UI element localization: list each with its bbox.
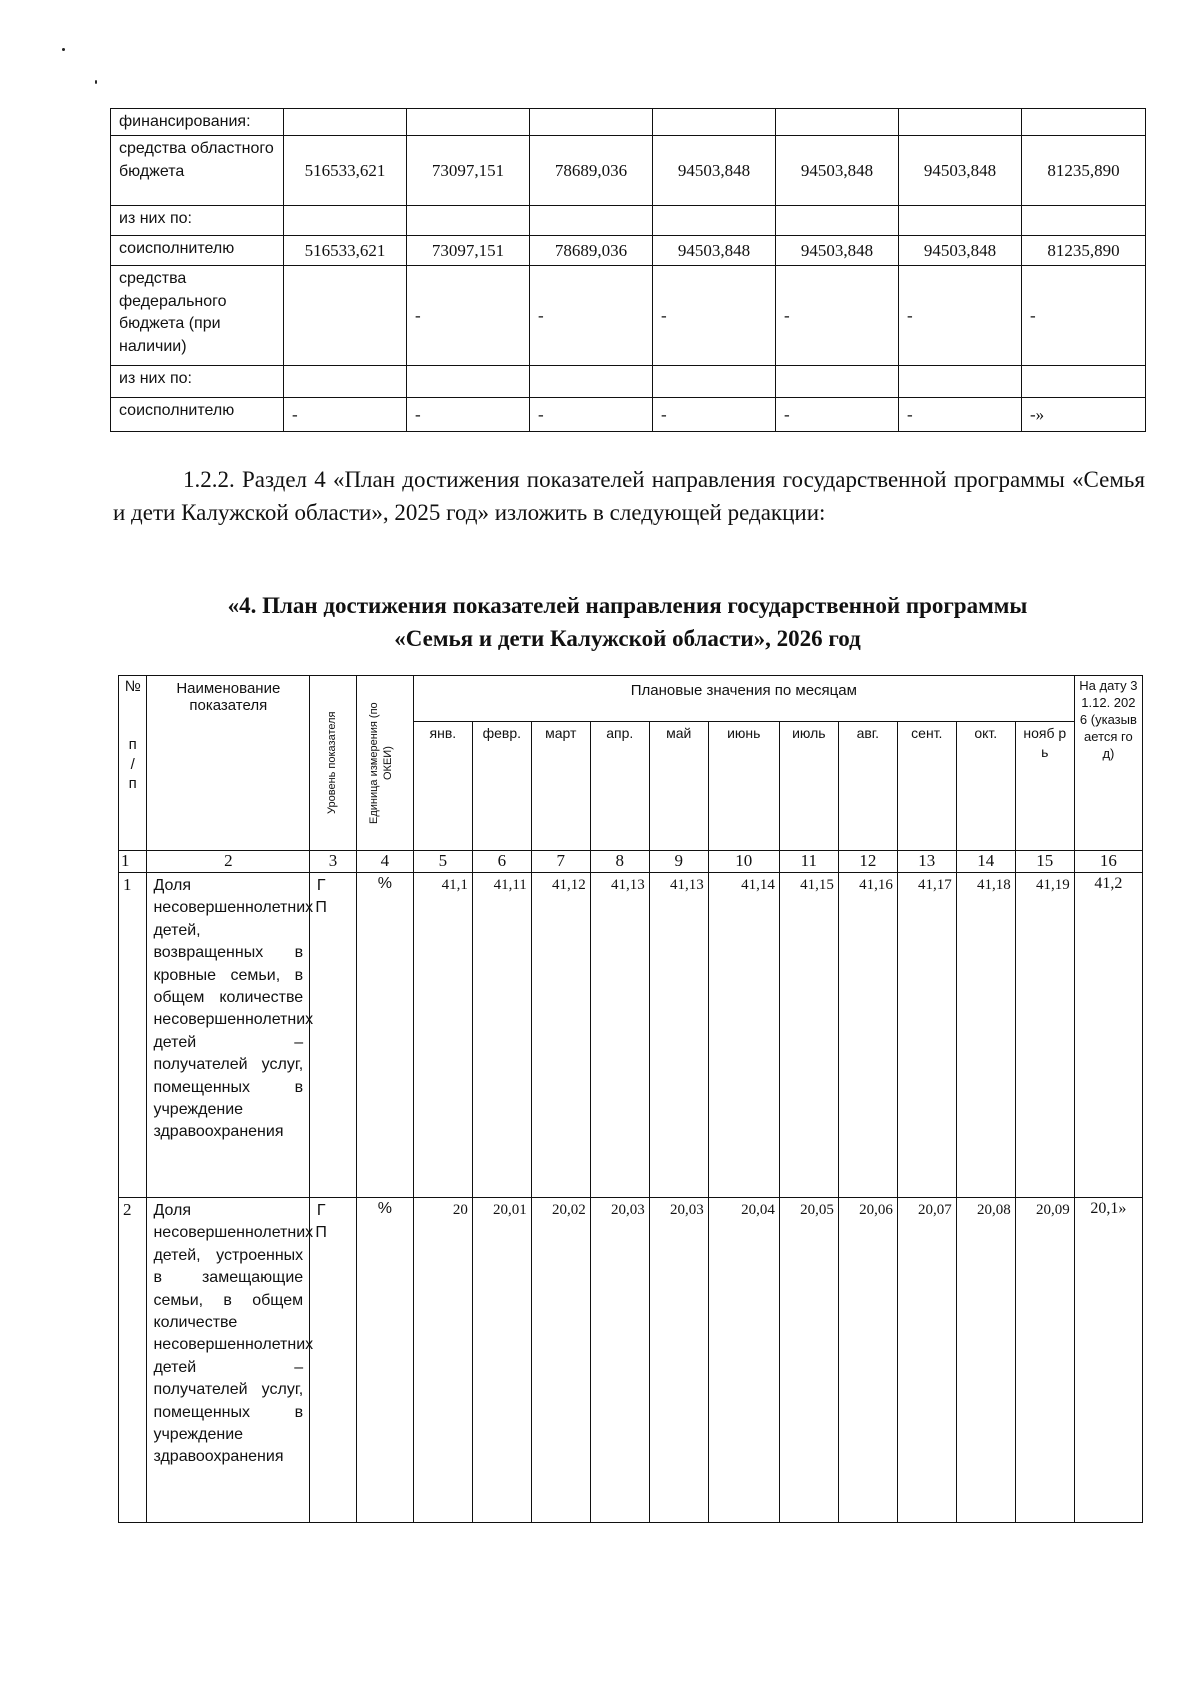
header-monthly: Плановые значения по месяцам	[413, 676, 1074, 722]
indicator-month-value: 20,04	[708, 1198, 779, 1523]
financing-row	[111, 109, 1146, 136]
header-level-cell	[310, 676, 357, 851]
financing-value: 94503,848	[653, 136, 776, 206]
financing-label: из них по:	[111, 206, 284, 236]
section-title-line-1: «4. План достижения показателей направления государственной программы	[227, 593, 1028, 618]
header-month: авг.	[838, 722, 897, 851]
header-unit-cell	[356, 676, 413, 851]
financing-value	[284, 206, 407, 236]
header-month: сент.	[897, 722, 956, 851]
financing-row	[111, 398, 1146, 432]
header-month: февр.	[472, 722, 531, 851]
financing-value	[776, 206, 899, 236]
financing-value	[407, 206, 530, 236]
header-month: окт.	[956, 722, 1015, 851]
financing-value: -	[899, 266, 1022, 366]
column-number: 6	[472, 851, 531, 873]
header-final: На дату 31.12. 2026 (указывается год)	[1074, 676, 1142, 851]
indicator-month-value: 41,19	[1015, 873, 1074, 1198]
financing-value: -	[653, 266, 776, 366]
financing-value	[284, 266, 407, 366]
amendment-text: 1.2.2. Раздел 4 «План достижения показателей направления государственной программы «Семья и дети Калужской области», 2025 год» изложить в следующей редакции:	[113, 467, 1145, 525]
financing-value: 516533,621	[284, 136, 407, 206]
financing-value: -	[1022, 266, 1146, 366]
financing-value	[1022, 206, 1146, 236]
header-name: Наименование показателя	[147, 676, 310, 851]
header-num-sub: п / п	[128, 736, 137, 792]
financing-label: соисполнителю	[111, 398, 284, 432]
indicator-month-value: 41,1	[413, 873, 472, 1198]
financing-value	[653, 109, 776, 136]
column-number: 4	[356, 851, 413, 873]
indicator-month-value: 41,11	[472, 873, 531, 1198]
column-number: 12	[838, 851, 897, 873]
financing-value: 94503,848	[776, 136, 899, 206]
section-title	[110, 590, 1145, 655]
financing-row	[111, 136, 1146, 206]
financing-value	[407, 109, 530, 136]
header-month: март	[531, 722, 590, 851]
indicator-month-value: 41,18	[956, 873, 1015, 1198]
indicator-month-value: 20,07	[897, 1198, 956, 1523]
financing-value: 81235,890	[1022, 236, 1146, 266]
financing-row	[111, 206, 1146, 236]
financing-value	[407, 366, 530, 398]
indicator-month-value: 20	[413, 1198, 472, 1523]
header-unit: Единица измерения (по ОКЕИ)	[367, 702, 394, 824]
financing-value: 94503,848	[776, 236, 899, 266]
financing-value: 73097,151	[407, 236, 530, 266]
section-title-line-2: «Семья и дети Калужской области», 2026 год	[394, 625, 861, 651]
financing-value	[776, 109, 899, 136]
column-number: 8	[590, 851, 649, 873]
indicator-num: 2	[119, 1198, 147, 1523]
indicator-level: ГП	[315, 1202, 327, 1242]
indicator-num: 1	[119, 873, 147, 1198]
indicator-name: Доля несовершеннолетних детей, возвращенных в кровные семьи, в общем количестве несовершеннолетних детей – получателей услуг, помещенных в учреждение здравоохранения	[147, 873, 310, 1198]
column-number: 13	[897, 851, 956, 873]
indicator-level-cell	[310, 1198, 357, 1523]
financing-value: -	[407, 398, 530, 432]
indicator-month-value: 20,03	[590, 1198, 649, 1523]
financing-row	[111, 366, 1146, 398]
financing-value: -	[899, 398, 1022, 432]
indicator-month-value: 41,14	[708, 873, 779, 1198]
indicator-month-value: 20,01	[472, 1198, 531, 1523]
indicator-month-value: 41,13	[590, 873, 649, 1198]
financing-row	[111, 266, 1146, 366]
financing-value	[899, 206, 1022, 236]
financing-label: финансирования:	[111, 109, 284, 136]
financing-value	[1022, 366, 1146, 398]
indicator-month-value: 41,15	[779, 873, 838, 1198]
indicator-row	[119, 873, 1143, 1198]
financing-value	[776, 366, 899, 398]
financing-value: -	[284, 398, 407, 432]
financing-value: -	[530, 266, 653, 366]
column-number: 7	[531, 851, 590, 873]
header-month: май	[649, 722, 708, 851]
financing-value: 78689,036	[530, 236, 653, 266]
financing-value: -	[407, 266, 530, 366]
column-number: 5	[413, 851, 472, 873]
scan-speck	[95, 80, 97, 84]
indicator-month-value: 20,08	[956, 1198, 1015, 1523]
indicators-table	[118, 675, 1143, 1523]
amendment-paragraph	[113, 464, 1145, 529]
financing-value: -	[653, 398, 776, 432]
header-num-cell	[119, 676, 147, 851]
scan-speck	[62, 48, 65, 51]
indicator-month-value: 41,13	[649, 873, 708, 1198]
financing-row	[111, 236, 1146, 266]
financing-value: 516533,621	[284, 236, 407, 266]
column-number: 3	[310, 851, 357, 873]
indicator-unit: %	[356, 1198, 413, 1523]
indicator-unit: %	[356, 873, 413, 1198]
indicator-month-value: 41,12	[531, 873, 590, 1198]
indicator-level-cell	[310, 873, 357, 1198]
header-month: июль	[779, 722, 838, 851]
financing-value: 94503,848	[899, 236, 1022, 266]
financing-value: 94503,848	[899, 136, 1022, 206]
financing-value: -	[776, 398, 899, 432]
column-number: 10	[708, 851, 779, 873]
indicator-level: ГП	[315, 877, 327, 917]
financing-value	[284, 109, 407, 136]
header-month: июнь	[708, 722, 779, 851]
financing-value: -	[776, 266, 899, 366]
financing-value: 73097,151	[407, 136, 530, 206]
header-num: №	[124, 678, 141, 695]
column-number: 2	[147, 851, 310, 873]
indicator-row	[119, 1198, 1143, 1523]
financing-value	[1022, 109, 1146, 136]
financing-value	[530, 206, 653, 236]
column-number: 15	[1015, 851, 1074, 873]
column-number: 1	[119, 851, 147, 873]
financing-value: 78689,036	[530, 136, 653, 206]
financing-value	[530, 109, 653, 136]
indicator-month-value: 20,09	[1015, 1198, 1074, 1523]
indicator-month-value: 41,17	[897, 873, 956, 1198]
indicator-month-value: 41,16	[838, 873, 897, 1198]
indicator-month-value: 20,02	[531, 1198, 590, 1523]
header-month: апр.	[590, 722, 649, 851]
financing-value: 94503,848	[653, 236, 776, 266]
financing-label: соисполнителю	[111, 236, 284, 266]
column-number: 16	[1074, 851, 1142, 873]
financing-table	[110, 108, 1146, 432]
indicator-name: Доля несовершеннолетних детей, устроенных в замещающие семьи, в общем количестве несовершеннолетних детей – получателей услуг, помещенных в учреждение здравоохранения	[147, 1198, 310, 1523]
financing-value: -	[530, 398, 653, 432]
column-number: 9	[649, 851, 708, 873]
indicator-final: 20,1»	[1074, 1198, 1142, 1523]
financing-value	[899, 109, 1022, 136]
financing-value: -»	[1022, 398, 1146, 432]
header-month: нояб рь	[1015, 722, 1074, 851]
indicator-month-value: 20,03	[649, 1198, 708, 1523]
indicator-month-value: 20,05	[779, 1198, 838, 1523]
financing-value	[653, 206, 776, 236]
financing-value	[899, 366, 1022, 398]
financing-value	[530, 366, 653, 398]
financing-value	[653, 366, 776, 398]
financing-label: средства федерального бюджета (при наличии)	[111, 266, 284, 366]
indicator-final: 41,2	[1074, 873, 1142, 1198]
financing-label: средства областного бюджета	[111, 136, 284, 206]
indicator-month-value: 20,06	[838, 1198, 897, 1523]
financing-label: из них по:	[111, 366, 284, 398]
column-number: 11	[779, 851, 838, 873]
header-month: янв.	[413, 722, 472, 851]
financing-value: 81235,890	[1022, 136, 1146, 206]
financing-value	[284, 366, 407, 398]
header-level: Уровень показателя	[326, 711, 339, 815]
column-number: 14	[956, 851, 1015, 873]
